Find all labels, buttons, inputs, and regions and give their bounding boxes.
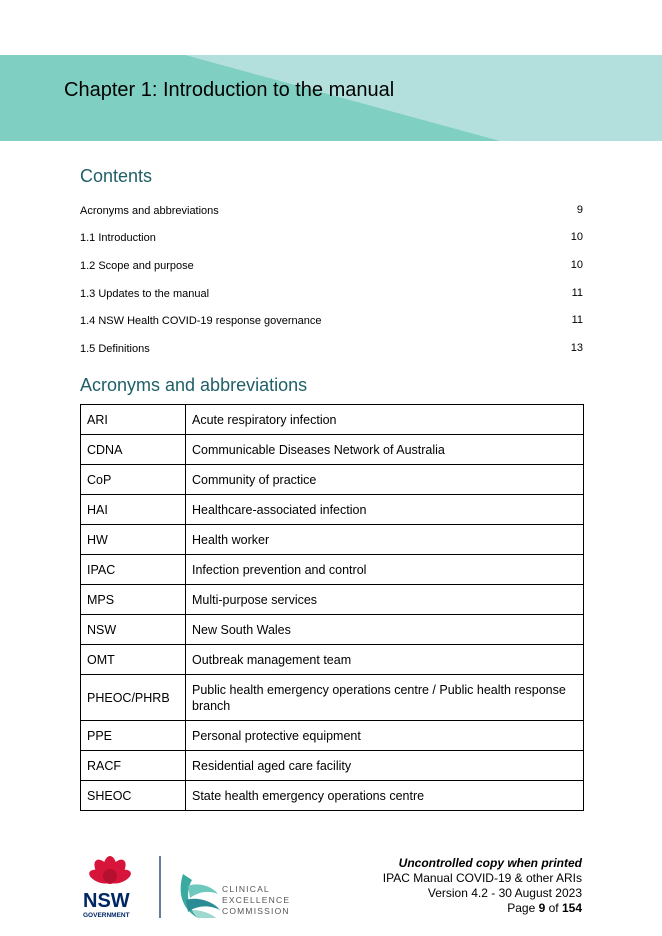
toc-entry-page: 13 <box>570 341 583 354</box>
uncontrolled-notice: Uncontrolled copy when printed <box>398 856 582 870</box>
table-row <box>81 555 584 585</box>
table-row <box>81 751 584 781</box>
toc-entry-label: 1.5 Definitions <box>80 342 150 355</box>
acronym-definition: Acute respiratory infection <box>186 405 584 435</box>
acronym-definition: Outbreak management team <box>186 645 584 675</box>
toc-entry[interactable] <box>80 306 583 334</box>
acronym-definition: State health emergency operations centre <box>186 781 584 811</box>
table-row <box>81 465 584 495</box>
table-of-contents <box>80 196 583 362</box>
page-of: of <box>545 901 562 915</box>
waratah-icon <box>87 856 132 887</box>
acronym-term: PPE <box>81 721 186 751</box>
toc-entry-label: 1.3 Updates to the manual <box>80 287 210 300</box>
chapter-title: Chapter 1: Introduction to the manual <box>64 79 395 101</box>
acronym-definition: Residential aged care facility <box>186 751 584 781</box>
toc-entry-label: 1.1 Introduction <box>80 232 156 245</box>
page-total: 154 <box>561 901 582 915</box>
toc-entry[interactable] <box>80 196 583 224</box>
toc-entry-page: 10 <box>570 231 583 244</box>
toc-entry-page: 11 <box>571 314 583 327</box>
acronym-term: SHEOC <box>81 781 186 811</box>
table-row <box>81 781 584 811</box>
table-row <box>81 405 584 435</box>
acronym-term: ARI <box>81 405 186 435</box>
footer-info <box>383 856 582 916</box>
acronym-term: MPS <box>81 585 186 615</box>
table-row <box>81 675 584 721</box>
table-row <box>81 495 584 525</box>
table-row <box>81 645 584 675</box>
acronym-term: CDNA <box>81 435 186 465</box>
acronym-definition: Multi-purpose services <box>186 585 584 615</box>
acronym-definition: Community of practice <box>186 465 584 495</box>
acronym-term: HAI <box>81 495 186 525</box>
manual-name: IPAC Manual COVID-19 & other ARIs <box>382 871 582 885</box>
acronym-term: HW <box>81 525 186 555</box>
acronym-term: CoP <box>81 465 186 495</box>
table-row <box>81 721 584 751</box>
cec-logo-icon <box>181 874 220 918</box>
cec-line: COMMISSION <box>222 906 290 916</box>
version-info: Version 4.2 - 30 August 2023 <box>427 886 582 900</box>
toc-entry[interactable] <box>80 224 583 252</box>
nsw-logo-text: NSW <box>83 890 130 912</box>
table-row <box>81 525 584 555</box>
acronym-definition: New South Wales <box>186 615 584 645</box>
toc-entry-page: 9 <box>576 203 583 216</box>
table-row <box>81 615 584 645</box>
page-prefix: Page <box>507 901 539 915</box>
acronym-term: OMT <box>81 645 186 675</box>
table-row <box>81 435 584 465</box>
acronyms-table <box>80 404 584 811</box>
acronym-definition: Public health emergency operations centre / Public health response branch <box>186 675 584 721</box>
toc-entry-label: 1.4 NSW Health COVID-19 response governance <box>80 315 322 328</box>
acronym-term: RACF <box>81 751 186 781</box>
acronym-definition: Health worker <box>186 525 584 555</box>
cec-line: CLINICAL <box>222 884 270 894</box>
acronym-term: IPAC <box>81 555 186 585</box>
cec-line: EXCELLENCE <box>222 895 291 905</box>
cec-wordmark <box>222 884 290 917</box>
contents-heading: Contents <box>80 166 153 186</box>
acronym-definition: Communicable Diseases Network of Australia <box>186 435 584 465</box>
acronyms-heading: Acronyms and abbreviations <box>80 375 308 395</box>
toc-entry[interactable] <box>80 279 583 307</box>
toc-entry[interactable] <box>80 251 583 279</box>
acronym-definition: Healthcare-associated infection <box>186 495 584 525</box>
nsw-logo-subtext: GOVERNMENT <box>83 912 130 919</box>
toc-entry[interactable] <box>80 334 583 362</box>
page-indicator <box>383 901 582 916</box>
toc-entry-label: Acronyms and abbreviations <box>80 204 219 217</box>
toc-entry-page: 10 <box>570 258 583 271</box>
page-number: 9 <box>538 901 546 915</box>
acronym-term: PHEOC/PHRB <box>81 675 186 721</box>
toc-entry-label: 1.2 Scope and purpose <box>80 259 194 272</box>
acronym-term: NSW <box>81 615 186 645</box>
table-row <box>81 585 584 615</box>
acronym-definition: Infection prevention and control <box>186 555 584 585</box>
acronym-definition: Personal protective equipment <box>186 721 584 751</box>
toc-entry-page: 11 <box>571 286 583 299</box>
